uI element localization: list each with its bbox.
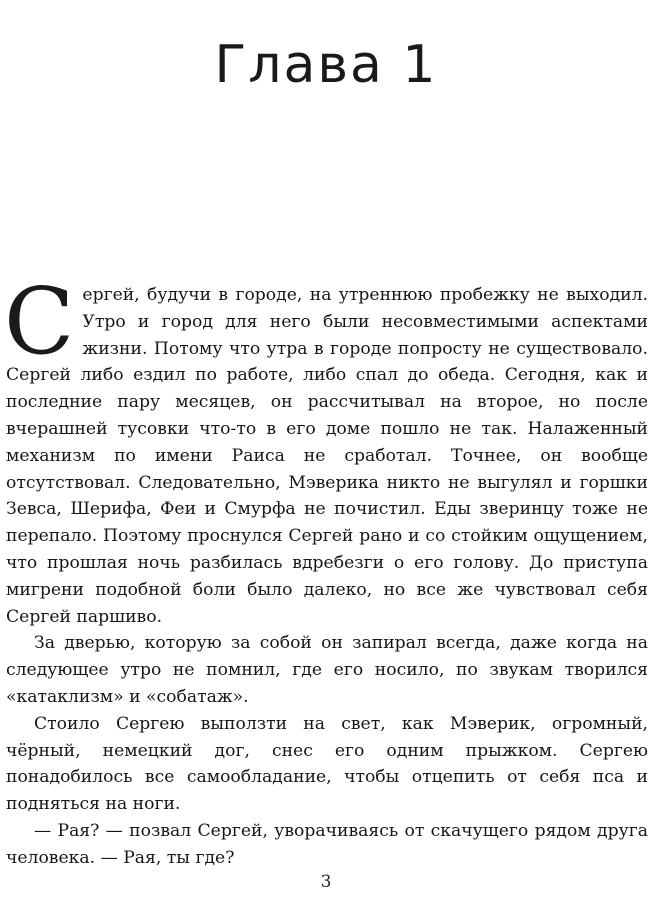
paragraph-1	[4, 268, 648, 630]
paragraph-3: Стоило Сергею выползти на свет, как Мэверик, огромный, чёрный, немецкий дог, снес его одним прыжком. Сергею понадобилось все самообладание, чтобы отцепить от себя пса и подняться на ноги.	[6, 713, 648, 815]
chapter-title: Глава 1	[214, 34, 438, 95]
chapter-body	[4, 268, 648, 872]
paragraph-4: — Рая? — позвал Сергей, уворачиваясь от скачущего рядом друга человека. — Рая, ты где?	[6, 820, 648, 868]
drop-cap-letter: С	[4, 268, 75, 375]
page-number: 3	[320, 872, 332, 892]
paragraph-2: За дверью, которую за собой он запирал всегда, даже когда на следующее утро не помнил, где его носило, по звукам творился «катаклизм» и «собатаж».	[6, 633, 648, 707]
paragraph-1-text: ергей, будучи в городе, на утреннюю пробежку не выходил. Утро и город для него были несовместимыми аспектами жизни. Потому что утра в городе попросту не существовало. Сергей либо ездил по работе, либо спал до обеда. Сегодня, как и последние пару месяцев, он рассчитывал на второе, но после вчерашней тусовки что-то в его доме пошло не так. Налаженный механизм по имени Раиса не сработал. Точнее, он вообще отсутствовал. Следовательно, Мэверика никто не выгулял и горшки Зевса, Шерифа, Феи и Смурфа не почистил. Еды зверинцу тоже не перепало. Поэтому проснулся Сергей рано и со стойким ощущением, что прошлая ночь разбилась вдребезги о его голову. До приступа мигрени подобной боли было далеко, но все же чувствовал себя Сергей паршиво.	[6, 285, 648, 627]
